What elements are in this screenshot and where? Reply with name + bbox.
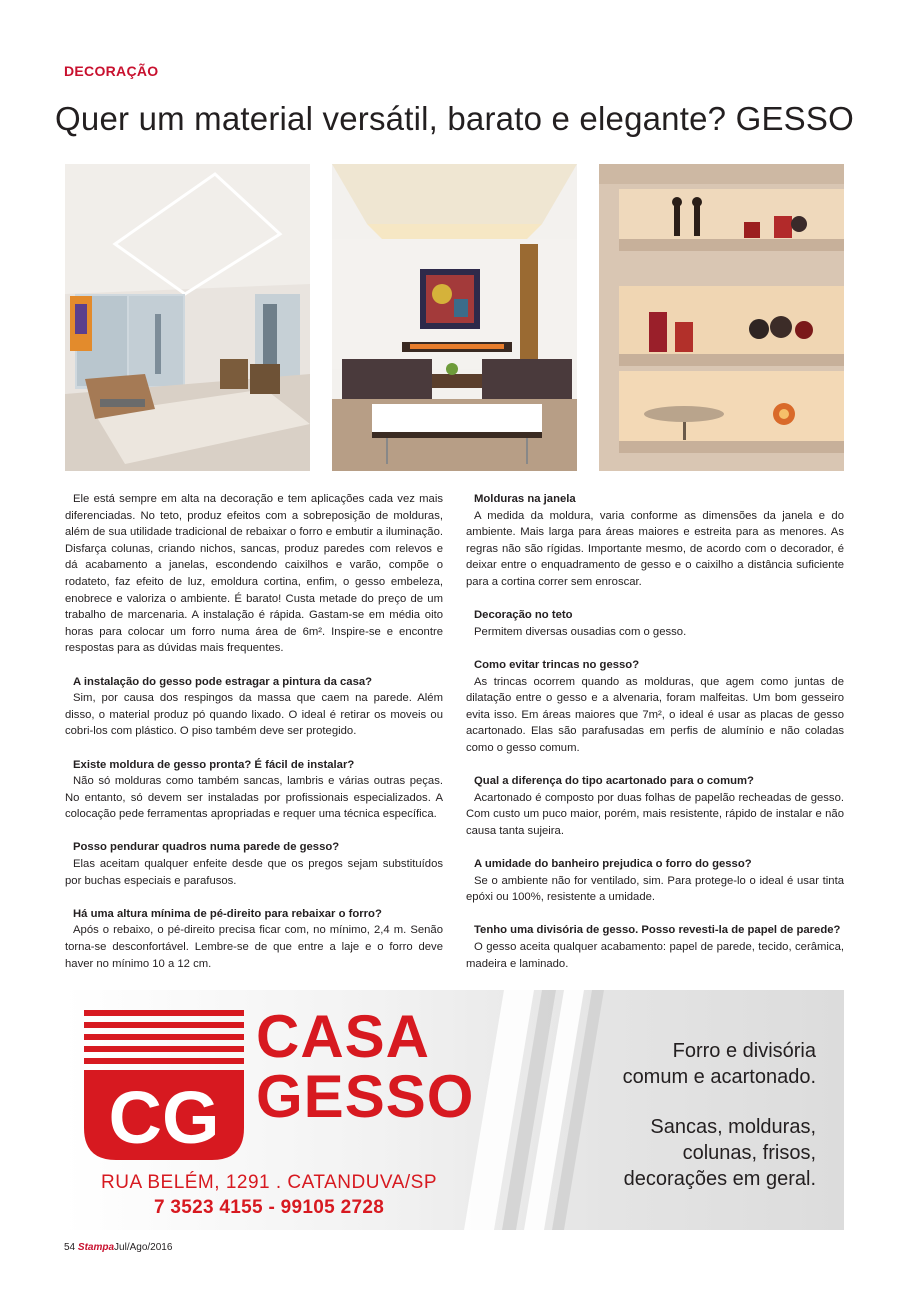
question-heading: Tenho uma divisória de gesso. Posso revesti-la de papel de parede?	[474, 924, 841, 937]
answer-text: Sim, por causa dos respingos da massa que caem na parede. Além disso, o material produz pó quando lixado. O ideal é retirar os moveis ou cobri-los com plástico. O piso também deve ser protegido.	[65, 692, 443, 738]
question-heading: A instalação do gesso pode estragar a pintura da casa?	[73, 675, 373, 688]
page-title: Quer um material versátil, barato e elegante? GESSO	[55, 100, 854, 137]
answer-text: Se o ambiente não for ventilado, sim. Para protege-lo o ideal é usar tinta epóxi ou 100%, resistente a umidade.	[466, 874, 844, 904]
answer-text: Permitem diversas ousadias com o gesso.	[474, 625, 687, 638]
article-right-column	[466, 491, 844, 972]
question-heading: Decoração no teto	[474, 609, 573, 622]
answer-text: Não só molduras como também sancas, lambris e várias outras peças. No entanto, só devem ser instaladas por profissionais especializados. A colocação pede ferramentas apropriadas e requer uma técnica específica.	[65, 775, 443, 821]
question-heading: Existe moldura de gesso pronta? É fácil de instalar?	[73, 758, 355, 771]
photo-living-room-sofas	[332, 164, 577, 471]
magazine-name: Stampa	[77, 1242, 115, 1253]
question-heading: Há uma altura mínima de pé-direito para rebaixar o forro?	[73, 907, 382, 920]
photo-ceiling-light-frame	[65, 164, 310, 471]
ad-service-line: Forro e divisória	[672, 1040, 816, 1062]
photo-illuminated-niches	[599, 164, 844, 471]
ad-service-line: colunas, frisos,	[682, 1142, 816, 1164]
ad-phone: 7 3523 4155 - 99105 2728	[153, 1197, 385, 1218]
issue-date: Jul/Ago/2016	[114, 1242, 173, 1253]
ad-brand-casa: CASA	[256, 1003, 431, 1070]
page-number: 54	[64, 1242, 76, 1253]
question-heading: Posso pendurar quadros numa parede de gesso?	[73, 841, 340, 854]
question-heading: Qual a diferença do tipo acartonado para o comum?	[474, 775, 754, 788]
answer-text: O gesso aceita qualquer acabamento: papel de parede, tecido, cerâmica, madeira e laminado.	[466, 941, 844, 970]
answer-text: As trincas ocorrem quando as molduras, que agem como juntas de dilatação entre o gesso e a alvenaria, foram malfeitas. Um bom gesseiro evita isso. Em áreas maiores que 7m², o ideal é usar as placas de gesso acartonado. Elas são parafusadas em perfis de alumínio e não coladas como o gesso comum.	[466, 675, 844, 754]
logo-letters: CG	[108, 1076, 220, 1159]
page-footer	[64, 1242, 172, 1253]
article-intro: Ele está sempre em alta na decoração e tem aplicações cada vez mais diferenciadas. No teto, produz efeitos com a sobreposição de molduras, além de sua utilidade tradicional de rebaixar o forro e embutir a iluminação. Disfarça colunas, criando nichos, sancas, produz paredes com relevos e dá acabamento a janelas, escondendo caixilhos e varão, compõe o rodateto, faz efeito de luz, emoldura cortina, enfim, o gesso embeleza, enobrece e valoriza o ambiente. É barato! Custa metade do preço de um trabalho de marcenaria. A instalação é rápida. Gastam-se em média oito horas para colocar um forro numa área de 6m². Inspire-se e encontre respostas para as dúvidas mais frequentes.	[65, 493, 443, 655]
answer-text: A medida da moldura, varia conforme as dimensões da janela e do ambiente. Mais larga para áreas maiores e estreita para as menores. As regras não são rígidas. Importante mesmo, de acordo com o decorador, é deixar entre o enquadramento de gesso e o caixilho a distância suficiente para a cortina correr sem enroscar.	[466, 509, 844, 588]
answer-text: Após o rebaixo, o pé-direito precisa ficar com, no mínimo, 2,4 m. Senão torna-se desconfortável. Lembre-se de que entre a laje e o forro deve haver no mínimo 10 a 12 cm.	[65, 924, 443, 970]
ad-service-line: Sancas, molduras,	[650, 1116, 816, 1138]
question-heading: Molduras na janela	[474, 493, 576, 505]
question-heading: Como evitar trincas no gesso?	[474, 658, 640, 671]
ad-address: RUA BELÉM, 1291 . CATANDUVA/SP	[101, 1172, 437, 1193]
casa-gesso-logo	[84, 1010, 244, 1160]
section-tag: DECORAÇÃO	[64, 63, 159, 79]
ad-brand-gesso: GESSO	[256, 1063, 475, 1130]
ad-service-line: comum e acartonado.	[622, 1066, 816, 1088]
answer-text: Elas aceitam qualquer enfeite desde que os pregos sejam substituídos por buchas especiais e parafusos.	[65, 858, 443, 887]
article-left-column	[65, 491, 443, 972]
casa-gesso-advertisement	[64, 990, 844, 1230]
answer-text: Acartonado é composto por duas folhas de papelão recheadas de gesso. Com custo um puco maior, porém, mais resistente, rápido de instalar e não causa tanta sujeira.	[466, 791, 844, 837]
ad-service-line: decorações em geral.	[623, 1168, 816, 1190]
question-heading: A umidade do banheiro prejudica o forro do gesso?	[474, 858, 752, 871]
